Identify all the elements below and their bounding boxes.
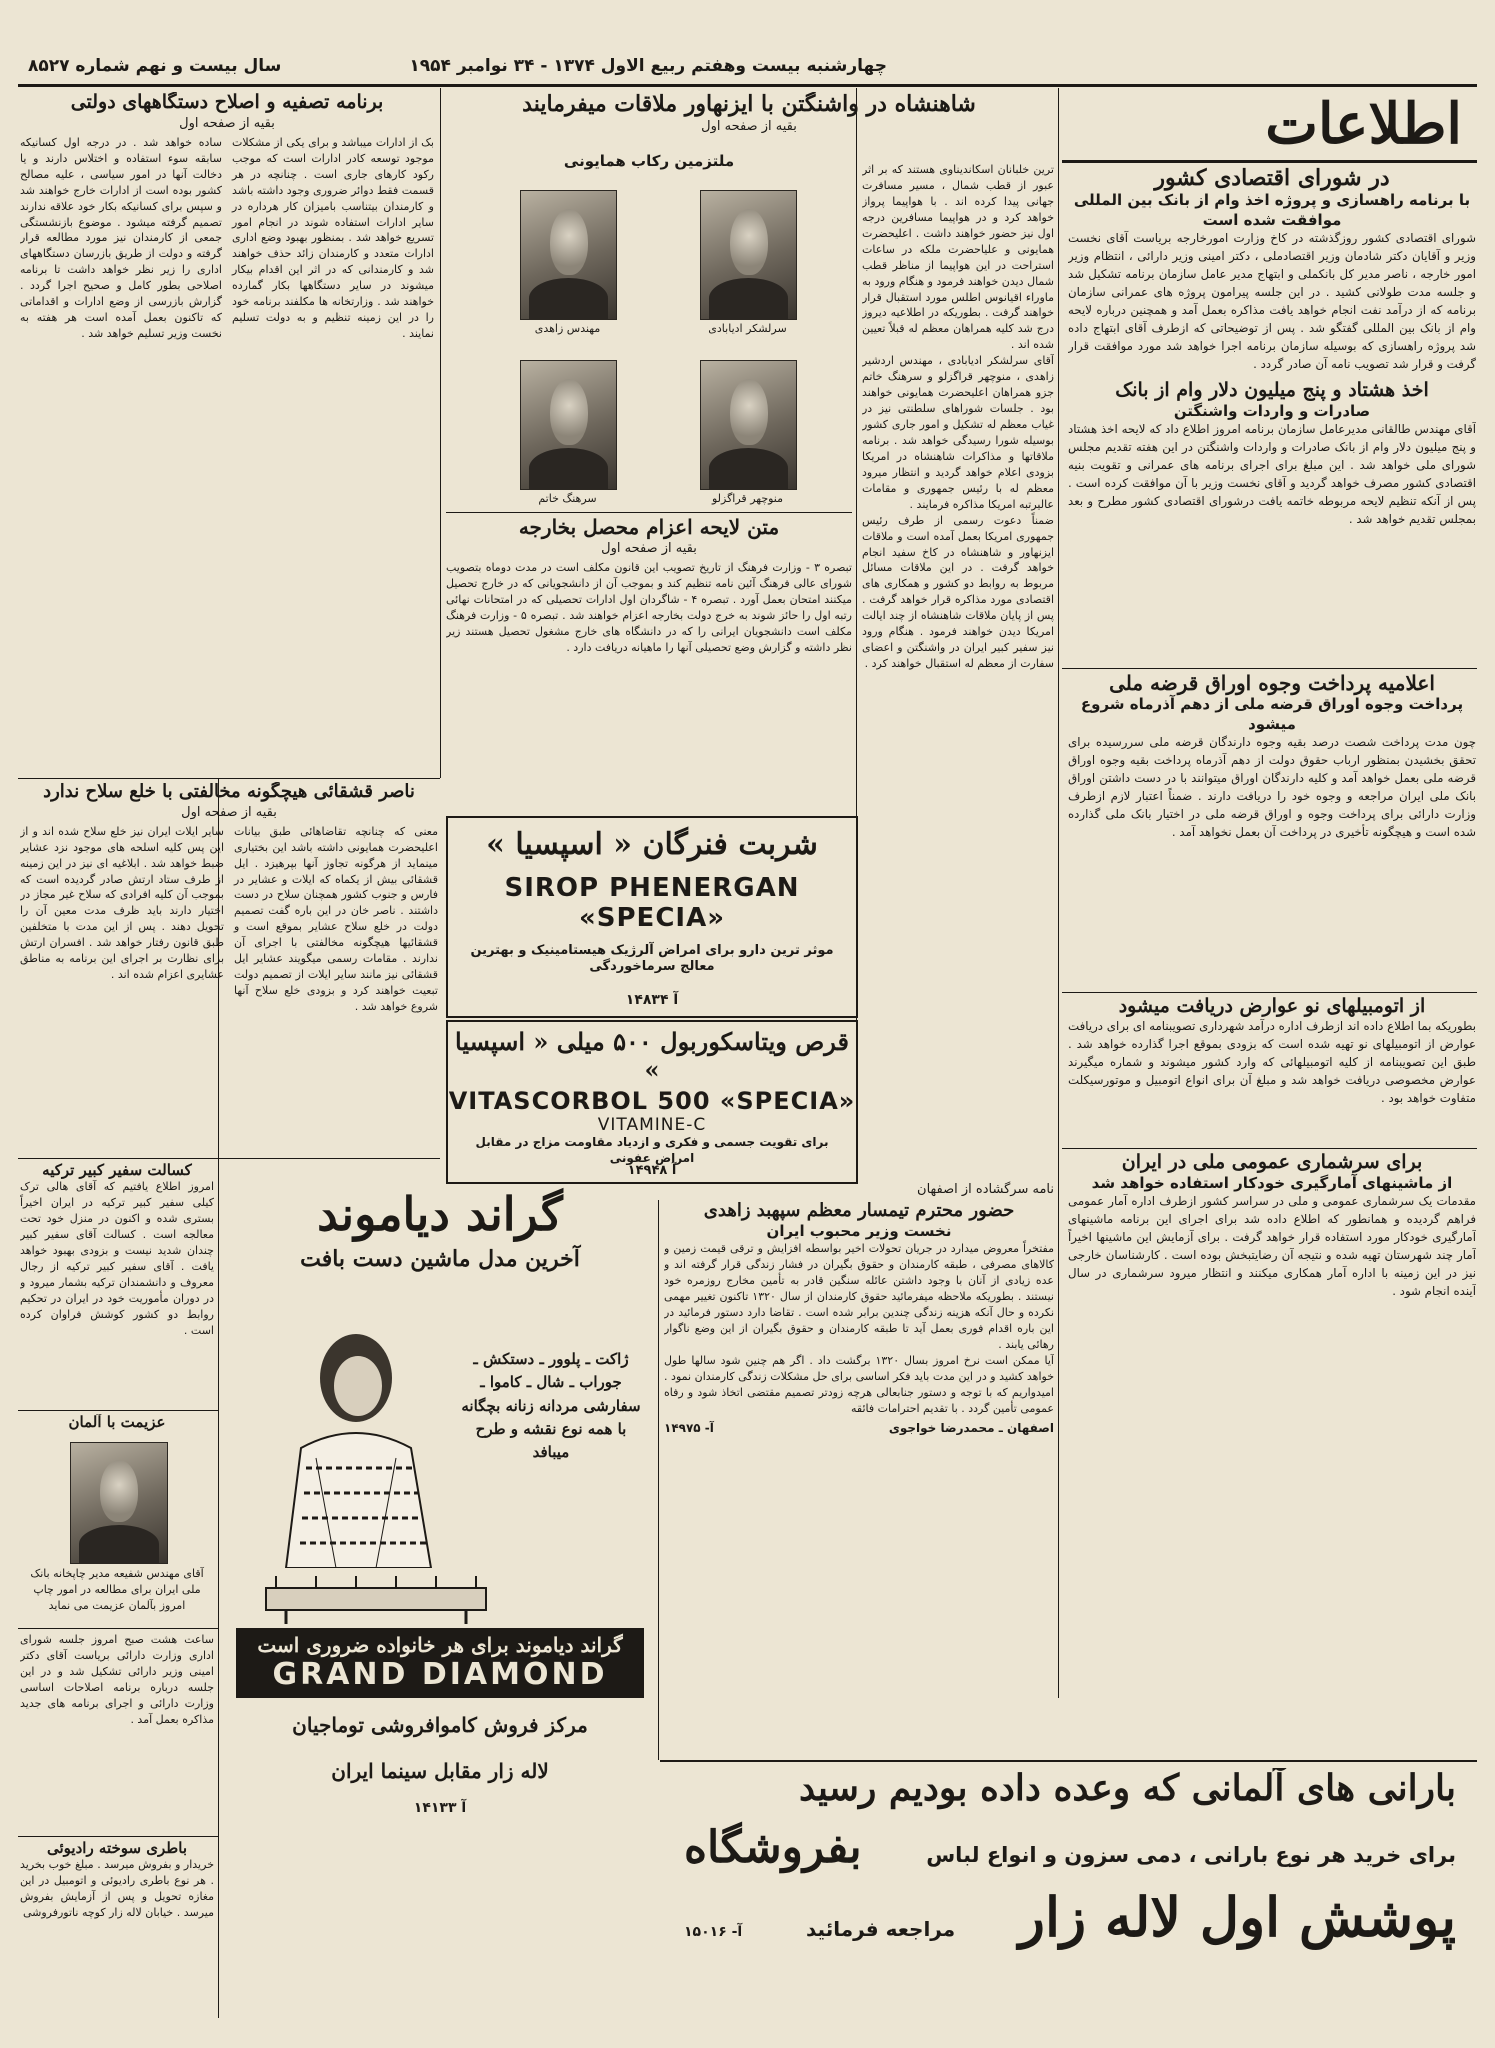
divider (1062, 668, 1477, 669)
ad-latin-title: VITASCORBOL 500 «SPECIA» (448, 1087, 856, 1116)
ad-code: آ ۱۴۹۴۸ (627, 1163, 677, 1178)
article-germany-head (20, 1414, 214, 1438)
article-body: مقدمات یک سرشماری عمومی و ملی در سراسر کشور ازطرف اداره آمار عمومی فراهم گردیده و همانطور که اطلاع داده شد برای اجرای این برنامه ماشینهای آمارگیری خودکار مورد استفاده قرار خواهد گرفت . برای آزمایش این ماشینها اخیراً آمار چند شهرستان تهیه شده و نتیجه آن رضایتبخش بوده است . کارشناسان خارجی نیز در این زمینه با اداره آمار همکاری میکنند و انتظار میرود سرشماری در سال آینده انجام شود . (1068, 1194, 1476, 1298)
ad-grand-diamond (226, 1168, 654, 1758)
ad-latin-title: GRAND DIAMOND (272, 1657, 608, 1692)
article-body: ترین خلبانان اسکاندیناوی هستند که بر اثر عبور از قطب شمال ، مسیر مسافرت جهانی پیدا کرده اند . با هواپیما پرواز خواهد کرد و در هواپیما مسافرین درجه اول نیز حضور خواهند داشت . اعلیحضرت همایونی و علیاحضرت ملکه در ساعات استراحت در این هواپیما از مناظر قطب شمال دیدن خواهند فرمود و هنگام ورود به ماوراء اقیانوس اطلس مورد استقبال قرار خواهند گرفت . بطوریکه در اطلاعیه دیروز درج شد کلیه همراهان معظم له قبلاً تعیین شده اند . (862, 163, 1054, 352)
ad-slogan: آخرین مدل ماشین دست بافت (300, 1245, 580, 1272)
article-open-letter (664, 1180, 1054, 1760)
subhead: از ماشینهای آمارگیری خودکار استفاده خواهد شد (1091, 1173, 1453, 1192)
continued-note: بقیه از صفحه اول (181, 804, 277, 820)
photo-caption: آقای مهندس شفیعه مدیر چاپخانه بانک ملی ایران برای مطالعه در امور چاپ امروز بآلمان عزیمت می نماید (30, 1567, 204, 1612)
headline: عزیمت با آلمان (68, 1414, 166, 1431)
article-body: آقای مهندس طالقانی مدیرعامل سازمان برنامه امروز اطلاع داد که لایحه اخذ هشتاد و پنج میلیون دلار وام از بانک صادرات و واردات واشنگتن در این هفته تقدیم مجلس شورای ملی خواهد شد . این مبلغ برای اجرای برنامه های عمرانی و تقویت بنیه اقتصادی کشور مصرف خواهد گردید و آقای نخست وزیر با آن موافقت کرده است . پس از آنکه تنظیم لایحه مربوطه خاتمه یافت درشورای اقتصادی کشور مطرح و بعد بمجلس تقدیم خواهد شد . (1068, 422, 1476, 526)
ad-features: ژاکت ـ پلوور ـ دستکش ـ جوراب ـ شال ـ کاموا ـ سفارشی مردانه زنانه بچگانه با همه نوع نقشه و طرح میبافد (461, 1350, 641, 1461)
article-turkey (20, 1162, 214, 1407)
column-divider (658, 1200, 659, 1760)
article-bonds (1068, 672, 1476, 990)
article-body: بک از ادارات میباشد و برای یکی از مشکلات موجود توسعه کادر ادارات است که موجب رکود کارهای جاری است . چنانچه در هر قسمت فقط دوائر ضروری وجود داشته باشد و کارمندان بیتناسب بامیزان کار هرداره در سایر ادارات استفاده شوند در انجام امور تسریع خواهد شد . بمنظور بهبود وضع اداری ادارات متعدد و کارمندان زائد حذف خواهند شد و کارمندانی که در اثر این اقدام بیکار میشوند در سایر دستگاهها بکار گمارده خواهند شد . وزارتخانه ها مکلفند برنامه خود را در این زمینه تنظیم و به دولت تسلیم نمایند . (231, 135, 434, 341)
ad-raincoat (664, 1768, 1476, 2028)
article-body: آیا ممکن است نرخ امروز بسال ۱۳۲۰ برگشت داد . اگر هم چنین شود سالها طول خواهد کشید و در این مدت باید فکر اساسی برای حل مشکلات زندگی کارمندان نمود . امیدواریم که با توجه و دستور جنابعالی هرچه زودتر تصمیم مقتضی اتخاذ شود و رفاه عمومی تأمین گردد . با تقدیم احترامات فائقه (664, 1353, 1054, 1415)
ad-line: برای خرید هر نوع بارانی ، دمی سزون و انواع لباس (926, 1843, 1456, 1868)
subhead: با برنامه راهسازی و پروژه اخذ وام از بانک بین المللی موافقت شده است (1073, 191, 1471, 229)
article-cars (1068, 996, 1476, 1146)
ad-title: شربت فنرگان « اسپسیا » (486, 827, 818, 862)
portrait-photo (520, 190, 617, 320)
ad-tagline: موثر ترین دارو برای امراض آلرژیک هیستامینیک و بهترین معالج سرماخوردگی (470, 942, 834, 975)
divider (1062, 992, 1477, 993)
ad-grand-diamond-footer (226, 1760, 654, 1832)
article-econ-council (1068, 166, 1476, 666)
ad-latin-subtitle: VITAMINE-C (597, 1115, 707, 1136)
divider (18, 1410, 218, 1411)
letter-signature: اصفهان ـ محمدرضا خواجوی (888, 1420, 1054, 1435)
article-reform (20, 92, 434, 778)
knitting-woman-illustration (246, 1318, 466, 1568)
knitting-machine-illustration (256, 1568, 496, 1628)
portrait-photo (700, 360, 797, 490)
divider (1062, 1148, 1477, 1149)
headline: باطری سوخته رادیوئی (47, 1840, 187, 1857)
article-body: ساعت هشت صبح امروز جلسه شورای اداری وزارت دارائی بریاست آقای دکتر امینی وزیر دارائی تشکیل شد و در این جلسه درباره برنامه اصلاحات اساسی وزارت دارائی و اجرای برنامه های جدید مذاکره بعمل آمد . (20, 1633, 214, 1726)
photos-title: ملتزمین رکاب همایونی (563, 152, 735, 170)
article-body: مفتخراً معروض میدارد در جریان تحولات اخیر بواسطه افزایش و ترقی قیمت زمین و کالاهای مصرفی ، طبقه کارمندان و حقوق بگیران در فشار زندگی قرار گرفته اند و عده زیادی از آنان با وجود داشتن عائله سنگین قادر به تأمین مخارج روزمره خود نیستند . بطوریکه ملاحظه میفرمائید حقوق کارمندان از سال ۱۳۲۰ تاکنون تغییر مهمی نکرده و حال آنکه هزینه زندگی چندین برابر شده است . تقاضا دارد دستور فرمائید در این باره اقدام فوری بعمل آید تا طبقه کارمندان و حقوق بگیران از این وضع ناگوار رهائی یابند . (664, 1242, 1054, 1351)
divider (18, 1628, 218, 1629)
ad-store: بفروشگاه (684, 1822, 862, 1874)
article-body: تبصره ۳ - وزارت فرهنگ از تاریخ تصویب این قانون مکلف است در مدت دوماه بتصویب شورای عالی فرهنگ آئین نامه تنظیم کند و بموجب آن از دانشجویانی که در خارج تحصیل میکنند امتحان بعمل آورد . تبصره ۴ - شاگردان اول ادارات تحصیلی که در امتحانات نهائی رتبه اول را حائز شوند به خرج دولت بخارجه اعزام خواهند شد . تبصره ۵ - وزارت فرهنگ مکلف است دانشجویان ایرانی را که در دانشگاه های خارج مشغول تحصیل هستند زیر نظر داشته و گزارش وضع تحصیلی آنها را ماهیانه دریافت دارد . (446, 561, 852, 654)
portrait-photo (700, 190, 797, 320)
continued-note: بقیه از صفحه اول (601, 541, 697, 556)
ad-phenergan (446, 816, 858, 1018)
photo-caption: سرلشکر ادیابادی (708, 322, 787, 335)
divider (446, 512, 852, 513)
ad-banner (236, 1628, 644, 1698)
portrait-photo (70, 1442, 168, 1564)
article-body: آقای سرلشکر ادیابادی ، مهندس اردشیر زاهدی ، منوچهر قراگزلو و سرهنگ خاتم جزو همراهان اعلیحضرت همایونی خواهند بود . جلسات شوراهای سلطنتی نیز در غیاب معظم له تشکیل و امور جاری کشور بوسیله شورا رسیدگی خواهد شد . برنامه ملاقاتها و مذاکرات شاهنشاه در امریکا بزودی اعلام خواهد گردید و انتظار میرود معظم له با رئیس جمهوری و مقامات عالیرتبه امریکا مذاکره فرمایند . (862, 354, 1054, 511)
photo-caption: منوچهر قراگزلو (711, 492, 784, 505)
article-body: چون مدت پرداخت شصت درصد بقیه وجوه دارندگان قرضه ملی سررسیده برای تحقق بخشیدن بمنظور ارباب حقوق دولت از دهم آذرماه پرداخت بقیه وجوه اوراق قرضه ملی بعمل خواهد آمد و کلیه دارندگان اوراق میتوانند با در دست داشتن اوراق بانک ملی ایران مراجعه و وجوه خود را دریافت دارند . ضمناً اعتبار لازم ازطرف وزارت دارائی برای پرداخت وجوه و اوراق قرضه ملی در اختیار بانک ملی گذارده شده است و هیچگونه تأخیری در پرداخت آن بعمل نخواهد آمد . (1068, 735, 1476, 839)
continued-note: بقیه از صفحه اول (701, 119, 797, 135)
letter-origin: نامه سرگشاده از اصفهان (917, 1182, 1054, 1197)
article-body: شورای اقتصادی کشور روزگذشته در کاخ وزارت امورخارجه بریاست آقای نخست وزیر و آقایان دکتر شادمان وزیر اقتصادملی ، دکتر امینی وزیر دارائی ، انتظام وزیر امور خارجه ، ناصر مدیر کل بانکملی و ابتهاج مدیر عامل سازمان برنامه تشکیل شد و جلسه مدت طولانی کشید . در این جلسه پیرامون پروژه های عمرانی سازمان برنامه که از درآمد نفت انجام خواهد یافت مذاکره بعمل آمد و همچنین درباره لایحه وام از بانک بین المللی گفتگو شد . پس از توضیحاتی که ازطرف آقای ابتهاج داده شد پروژه راهسازی که بوسیله سازمان برنامه اجرا خواهد شد مورد موافقت قرار گرفت و قرار شد تصویب نامه آن صادر گردد . (1068, 231, 1476, 371)
headline: اخذ هشتاد و پنج میلیون دلار وام از بانک (1115, 378, 1429, 401)
headline: شاهنشاه در واشنگتن با ایزنهاور ملاقات میفرمایند (522, 92, 976, 117)
ad-latin-title: SIROP PHENERGAN «SPECIA» (504, 872, 800, 933)
headline: از اتومبیلهای نو عوارض دریافت میشود (1118, 996, 1426, 1017)
ad-tagline: برای تقویت جسمی و فکری و ازدیاد مقاومت مزاج در مقابل امراض عفونی (475, 1135, 829, 1165)
article-body: ضمناً دعوت رسمی از طرف رئیس جمهوری امریکا بعمل آمده است و ملاقات ایزنهاور و شاهنشاه در کاخ سفید انجام خواهد گرفت . در این ملاقات مسائل مربوط به روابط دو کشور و همکاری های اقتصادی مورد مذاکره قرار خواهد گرفت . پس از پایان ملاقات شاهنشاه از چند ایالت امریکا دیدن خواهند فرمود . هنگام ورود نیز سفیر کبیر ایران در واشنگتن و اعضای سفارت از معظم له استقبال خواهند کرد . (862, 513, 1054, 671)
headline: ناصر قشقائی هیچگونه مخالفتی با خلع سلاح ندارد (43, 782, 415, 802)
logo-rule (1062, 160, 1477, 163)
photo-caption: سرهنگ خاتم (538, 492, 597, 505)
issue-date: چهارشنبه بیست وهفتم ربیع الاول ۱۳۷۴ - ۳۴ نوامبر ۱۹۵۴ (409, 56, 887, 76)
divider (660, 1760, 1477, 1762)
ad-code: آ- ۱۵۰۱۶ (684, 1923, 743, 1940)
column-divider (1058, 88, 1059, 1698)
headline: حضور محترم تیمسار معظم سپهبد زاهدی (703, 1200, 1015, 1221)
logo-text: اطلاعات (1265, 91, 1462, 157)
headline: برنامه تصفیه و اصلاح دستگاههای دولتی (70, 92, 384, 113)
article-body: ساده خواهد شد . در درجه اول کسانیکه سابقه سوء استفاده و اختلاس دارند و یا دخالت آنها در امور سیاسی ، علیه مصالح کشور بوده است از ادارات خارج خواهند شد و سپس برای کسانیکه بکار خود علاقه ندارند تصمیم گرفته میشود . موضوع بازنشستگی جمعی از کارمندان نیز مورد مطالعه قرار گرفته و دولت از طریق بازرسان دستگاههای اداری را زیر نظر خواهد داشت تا برنامه اصلاحی بطور کامل و صحیح اجرا گردد . گزارش بازرسی از وضع ادارات و اقداماتی که تاکنون بعمل آمده است هر هفته به نخست وزیر تسلیم خواهد شد . (20, 135, 222, 341)
headline: برای سرشماری عمومی ملی در ایران (1121, 1152, 1423, 1173)
photos-title-box (446, 152, 852, 180)
headline: متن لایحه اعزام محصل بخارجه (518, 516, 780, 539)
ad-store-name: پوشش اول لاله زار (1018, 1884, 1456, 1949)
issue-number: سال بیست و نهم شماره ۸۵۲۷ (28, 56, 282, 76)
article-body: بطوریکه بما اطلاع داده اند ازطرف اداره درآمد شهرداری تصویبنامه ای برای دریافت عوارض از اتومبیلهای نو تهیه شده است که بزودی بموقع اجرا گذارده خواهد شد . طبق این تصویبنامه از کلیه اتومبیلهائی که وارد کشور میشوند و شماره میگیرند عوارض مخصوصی دریافت خواهد شد و مبلغ آن برای انواع اتومبیل و موتورسیکلت متفاوت خواهد بود . (1068, 1018, 1476, 1105)
ad-cta: مراجعه فرمائید (806, 1916, 956, 1941)
ad-title: قرص ویتاسکوربول ۵۰۰ میلی « اسپسیا » (455, 1027, 849, 1084)
subhead: صادرات و واردات واشنگتن (1173, 401, 1371, 420)
column-divider (440, 88, 441, 778)
headline: کسالت سفیر کبیر ترکیه (42, 1162, 192, 1179)
issue-header (18, 56, 1477, 78)
ad-code: آ ۱۴۸۳۴ (625, 992, 679, 1008)
ad-address: لاله زار مقابل سینما ایران (331, 1760, 549, 1783)
header-rule (18, 84, 1477, 87)
ad-store: مرکز فروش کاموافروشی توماجیان (292, 1713, 588, 1737)
ad-banner-text: گراند دیاموند برای هر خانواده ضروری است (257, 1633, 623, 1657)
headline: اعلامیه پرداخت وجوه اوراق قرضه ملی (1109, 672, 1435, 695)
headline: در شورای اقتصادی کشور (1154, 166, 1390, 191)
article-shah-head (446, 92, 1052, 150)
article-qashqai (20, 782, 438, 1157)
divider (18, 1158, 440, 1159)
article-body: سایر ایلات ایران نیز خلع سلاح شده اند و از این پس کلیه اسلحه های موجود نزد عشایر ضبط خواهد شد . ابلاغیه ای نیز در این زمینه از طرف ستاد ارتش صادر گردیده است که بموجب آن کلیه افرادی که سلاح غیر مجاز در اختیار دارند باید ظرف مدت معین آن را تحویل دهند . پس از این مدت با متخلفین طبق قانون رفتار خواهد شد . افسران ارتش برای نظارت بر اجرای این برنامه به مناطق عشایری اعزام شده اند . (20, 824, 224, 982)
article-body: امروز اطلاع یافتیم که آقای هالی ترک کیلی سفیر کبیر ترکیه در ایران اخیراً بستری شده و اکنون در منزل خود تحت معالجه است . کسالت آقای سفیر کبیر چندان شدید نیست و بزودی بهبود خواهد یافت . آقای سفیر کبیر ترکیه از رجال معروف و دانشمندان ترکیه بشمار میرود و در دوران مأموریت خود در ایران در تحکیم روابط دو کشور کوشش فراوان کرده است . (20, 1180, 214, 1337)
subhead: پرداخت وجوه اوراق قرضه ملی از دهم آذرماه شروع میشود (1080, 695, 1464, 733)
article-body: خریدار و بفروش میرسد . مبلغ خوب بخرید . هر نوع باطری رادیوئی و اتومبیل در این مغازه تحویل و پس از آزمایش بفروش میرسد . خیابان لاله زار کوچه ناتورفروشی (20, 1858, 214, 1920)
divider (18, 778, 440, 779)
divider (18, 1836, 218, 1837)
ad-vitascorbol (446, 1020, 858, 1184)
article-students (446, 516, 852, 804)
portrait-photo (520, 360, 617, 490)
continued-note: بقیه از صفحه اول (179, 115, 275, 131)
ad-code: آ ۱۴۱۳۳ (413, 1800, 467, 1816)
ad-code: آ- ۱۴۹۷۵ (664, 1420, 714, 1435)
photo-caption-box (20, 1566, 214, 1624)
ad-title: گراند دیاموند (317, 1187, 563, 1241)
ad-title: بارانی های آلمانی که وعده داده بودیم رسید (799, 1768, 1456, 1809)
photo-caption: مهندس زاهدی (534, 322, 601, 335)
ad-radio-battery (20, 1840, 214, 2010)
article-body: معنی که چنانچه تقاضاهائی طبق بیانات اعلیحضرت همایونی داشته باشد این بختیاری مینماید از هرگونه تجاوز آنها بپرهیزد . ایل قشقائی بیش از یکماه که ایلات و عشایر در فارس و جنوب کشور همچنان سلاح در دست داشتند . ناصر خان در این باره گفت تصمیم دولت در خلع سلاح عشایر بموقع است و قشقائیها هیچگونه مخالفتی با اجرای آن ندارند . مقامات رسمی میگویند عشایر ایل قشقائی نیز مانند سایر ایلات از تصمیم دولت تبعیت خواهند کرد و بزودی خلع سلاح آنها شروع خواهد شد . (234, 824, 438, 1013)
article-shah-col (862, 162, 1054, 1172)
masthead-logo (1062, 88, 1482, 160)
subhead: نخست وزیر محبوب ایران (766, 1221, 952, 1240)
article-council-brief (20, 1632, 214, 1752)
article-census (1068, 1152, 1476, 1432)
